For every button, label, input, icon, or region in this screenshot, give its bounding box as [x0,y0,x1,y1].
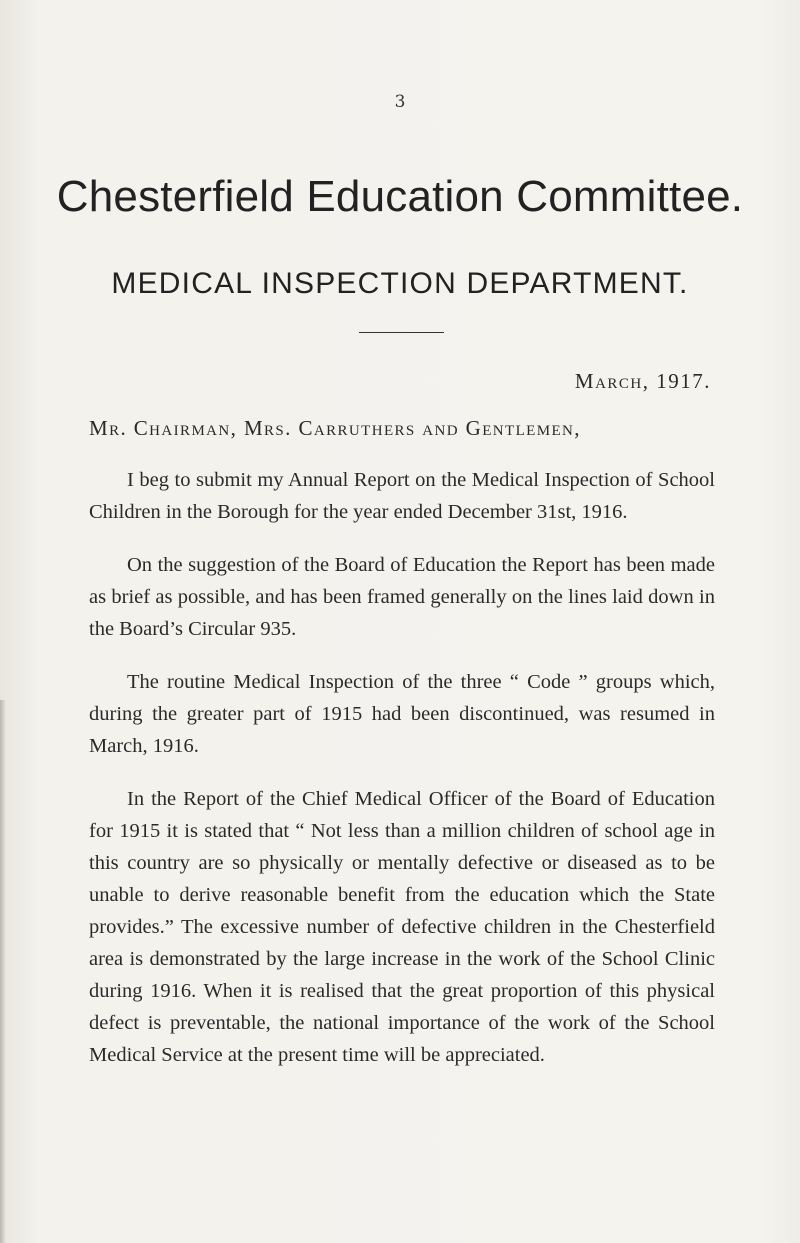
salutation: Mr. Chairman, Mrs. Carruthers and Gentlemen, [89,416,581,440]
report-body [89,464,715,1092]
divider [359,332,444,333]
page-edge-shadow [0,700,6,1243]
paragraph: In the Report of the Chief Medical Officer of the Board of Education for 1915 it is stated that “ Not less than a million children of school age in this country are so physically or mentally defective or diseased as to be unable to derive reasonable benefit from the education which the State provides.” The excessive number of defective children in the Chesterfield area is demonstrated by the large increase in the work of the School Clinic during 1916. When it is realised that the great proportion of this physical defect is preventable, the national importance of the work of the School Medical Service at the present time will be appreciated. [89,788,715,1066]
paragraph: The routine Medical Inspection of the three “ Code ” groups which, during the greater part of 1915 had been discontinued, was resumed in March, 1916. [89,671,715,757]
report-date: March, 1917. [574,369,711,393]
document-title: Chesterfield Education Committee. [56,172,744,221]
paragraph: On the suggestion of the Board of Education the Report has been made as brief as possible, and has been framed generally on the lines laid down in the Board’s Circular 935. [89,554,715,640]
paragraph: I beg to submit my Annual Report on the Medical Inspection of School Children in the Borough for the year ended December 31st, 1916. [89,469,715,523]
department-heading: MEDICAL INSPECTION DEPARTMENT. [111,267,689,300]
page-number: 3 [394,92,406,112]
